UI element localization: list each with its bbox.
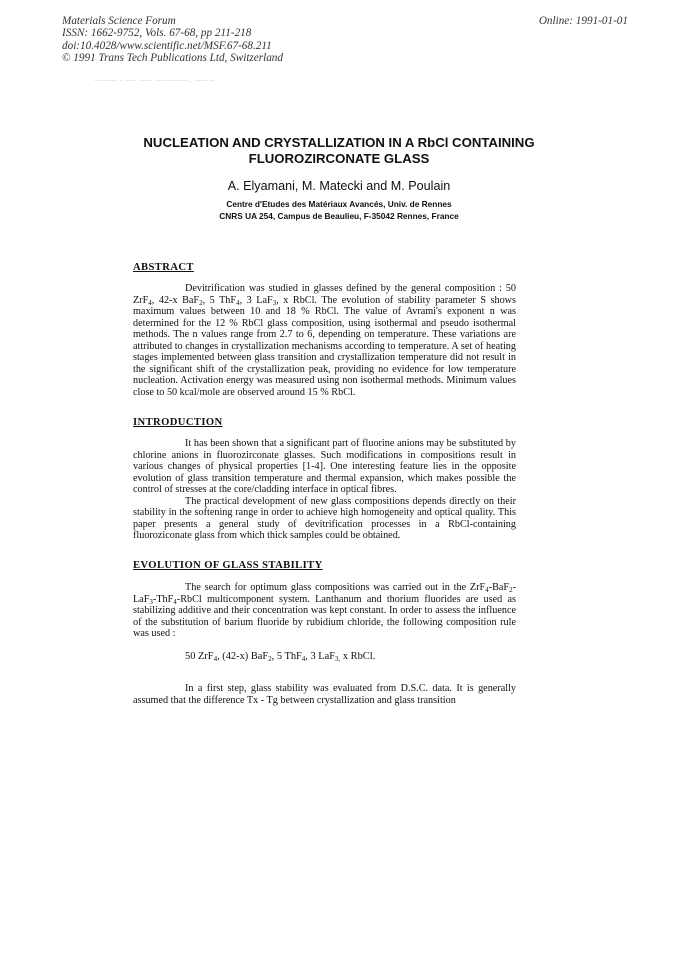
abstract-paragraph: Devitrification was studied in glasses defined by the general composition : 50 ZrF$_4$, 42-x BaF$_2$, 5 ThF$_4$, 3 LaF$_3$, x RbCl. The evolution of stability parameter S shows maximum values between 10 and 18 % RbCl. The value of Avrami's exponent n was determined for the 12 % RbCl glass composition, using isothermal and pseudo isothermal methods. The n values range from 2.7 to 6, depending on temperature. These variations are attributed to changes in crystallization mechanisms according to temperature. A set of heating stages implemented between glass transition and crystallization temperature did not result in the significant shift of the crystallization peak, providing no evidence for low temperature nucleation. Activation energy was measured using non isothermal methods. Minimum values close to 50 kcal/mole are observed around 15 % RbCl. xyxy=(133,283,517,398)
copyright-line: © 1991 Trans Tech Publications Ltd, Switzerland xyxy=(62,52,283,65)
introduction-paragraph-1: It has been shown that a significant part of fluorine anions may be substituted by chlorine anions in fluorozirconate glasses. Such modifications in compositions result in various changes of physical properties [1-4]. One interesting feature lies in the opposite evolution of glass transition temperature and thermal expansion, which makes possible the control of stresses at the core/cladding interface in optical fibres. xyxy=(133,438,516,495)
introduction-heading: INTRODUCTION xyxy=(133,417,223,428)
abstract-heading: ABSTRACT xyxy=(133,262,194,273)
title-line-2: FLUOROZIRCONATE GLASS xyxy=(248,151,430,166)
evolution-body xyxy=(133,582,516,640)
title-line-1: NUCLEATION AND CRYSTALLIZATION IN A RbCl CONTAINING xyxy=(143,135,535,150)
author-list: A. Elyamani, M. Matecki and M. Poulain xyxy=(227,179,451,193)
journal-header xyxy=(62,15,392,65)
composition-formula: 50 ZrF$_4$, (42-x) BaF$_2$, 5 ThF$_4$, 3 LaF$_{3,}$ x RbCl. xyxy=(185,651,376,663)
introduction-body xyxy=(133,438,516,542)
scan-artifact: -------- - ---- ----- ------------, ------- xyxy=(95,78,215,84)
online-date: Online: 1991-01-01 xyxy=(538,15,628,27)
abstract-body xyxy=(133,283,516,398)
evolution-paragraph-2: In a first step, glass stability was evaluated from D.S.C. data. It is generally assumed that the difference Tx - Tg between crystallization and glass transition xyxy=(133,683,516,706)
introduction-paragraph-2: The practical development of new glass compositions depends directly on their stability in the softening range in order to achieve high homogeneity and optical quality. This paper presents a general study of devitrification processes in a RbCl-containing fluoroziconate glass from which thick samples could be obtained. xyxy=(133,495,516,541)
evolution-body-continued xyxy=(133,683,516,706)
evolution-heading: EVOLUTION OF GLASS STABILITY xyxy=(133,560,323,571)
affiliation xyxy=(100,198,578,222)
issn-line: ISSN: 1662-9752, Vols. 67-68, pp 211-218 xyxy=(62,27,252,40)
journal-name: Materials Science Forum xyxy=(62,15,176,27)
evolution-paragraph-1: The search for optimum glass compositions was carried out in the ZrF$_4$-BaF$_2$-LaF$_3$-ThF$_4$-RbCl multicomponent system. Lanthanum and thorium fluorides are used as stabilizing additive and their concentration was kept constant. In order to assess the influence of the substitution of barium fluoride by rubidium chloride, the following composition rule was used : xyxy=(133,582,516,639)
affiliation-line-2: CNRS UA 254, Campus de Beaulieu, F-35042 Rennes, France xyxy=(219,211,459,221)
affiliation-line-1: Centre d'Etudes des Matériaux Avancés, Univ. de Rennes xyxy=(226,199,452,209)
doi-line: doi:10.4028/www.scientific.net/MSF.67-68.211 xyxy=(62,39,272,52)
paper-title xyxy=(100,135,578,167)
